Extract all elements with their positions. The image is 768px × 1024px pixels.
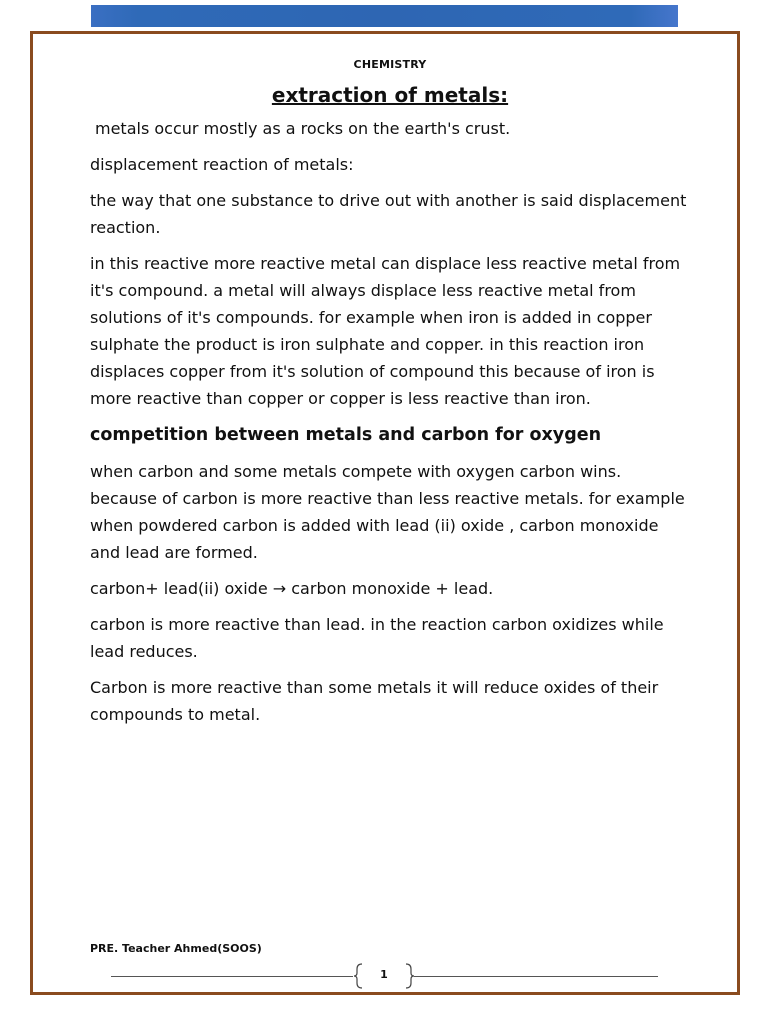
footer-divider-left [111, 976, 353, 977]
paragraph-displacement-definition: the way that one substance to drive out with another is said displacement reaction. [90, 191, 687, 237]
section-heading-competition: competition between metals and carbon for oxygen [90, 425, 602, 445]
paragraph-displacement-heading: displacement reaction of metals: [90, 155, 354, 174]
paragraph-carbon-reduces-oxides: Carbon is more reactive than some metals it will reduce oxides of their compounds to metal. [90, 678, 659, 724]
paragraph-metals-occurrence: metals occur mostly as a rocks on the earth's crust. [95, 119, 511, 138]
header-bar [91, 5, 678, 27]
paragraph-carbon-competition: when carbon and some metals compete with oxygen carbon wins. because of carbon is more reactive than less reactive metals. for example when powdered carbon is added with lead (ii) oxide , carbon monoxide and lead are formed. [90, 462, 685, 562]
footer-author: PRE. Teacher Ahmed(SOOS) [90, 942, 262, 955]
page-number: 1 [380, 968, 388, 981]
subject-label: CHEMISTRY [353, 58, 427, 71]
page-title: extraction of metals: [271, 83, 509, 107]
paragraph-reaction-equation: carbon+ lead(ii) oxide → carbon monoxide + lead. [90, 579, 494, 598]
page-content [90, 58, 690, 737]
page-number-bracket [354, 962, 414, 990]
paragraph-oxidation-reduction: carbon is more reactive than lead. in the reaction carbon oxidizes while lead reduces. [90, 615, 664, 661]
paragraph-displacement-example: in this reactive more reactive metal can displace less reactive metal from it's compound. a metal will always displace less reactive metal from solutions of it's compounds. for example when iron is added in copper sulphate the product is iron sulphate and copper. in this reaction iron displaces copper from it's solution of compound this because of iron is more reactive than copper or copper is less reactive than iron. [90, 254, 681, 408]
footer-divider-right [414, 976, 658, 977]
